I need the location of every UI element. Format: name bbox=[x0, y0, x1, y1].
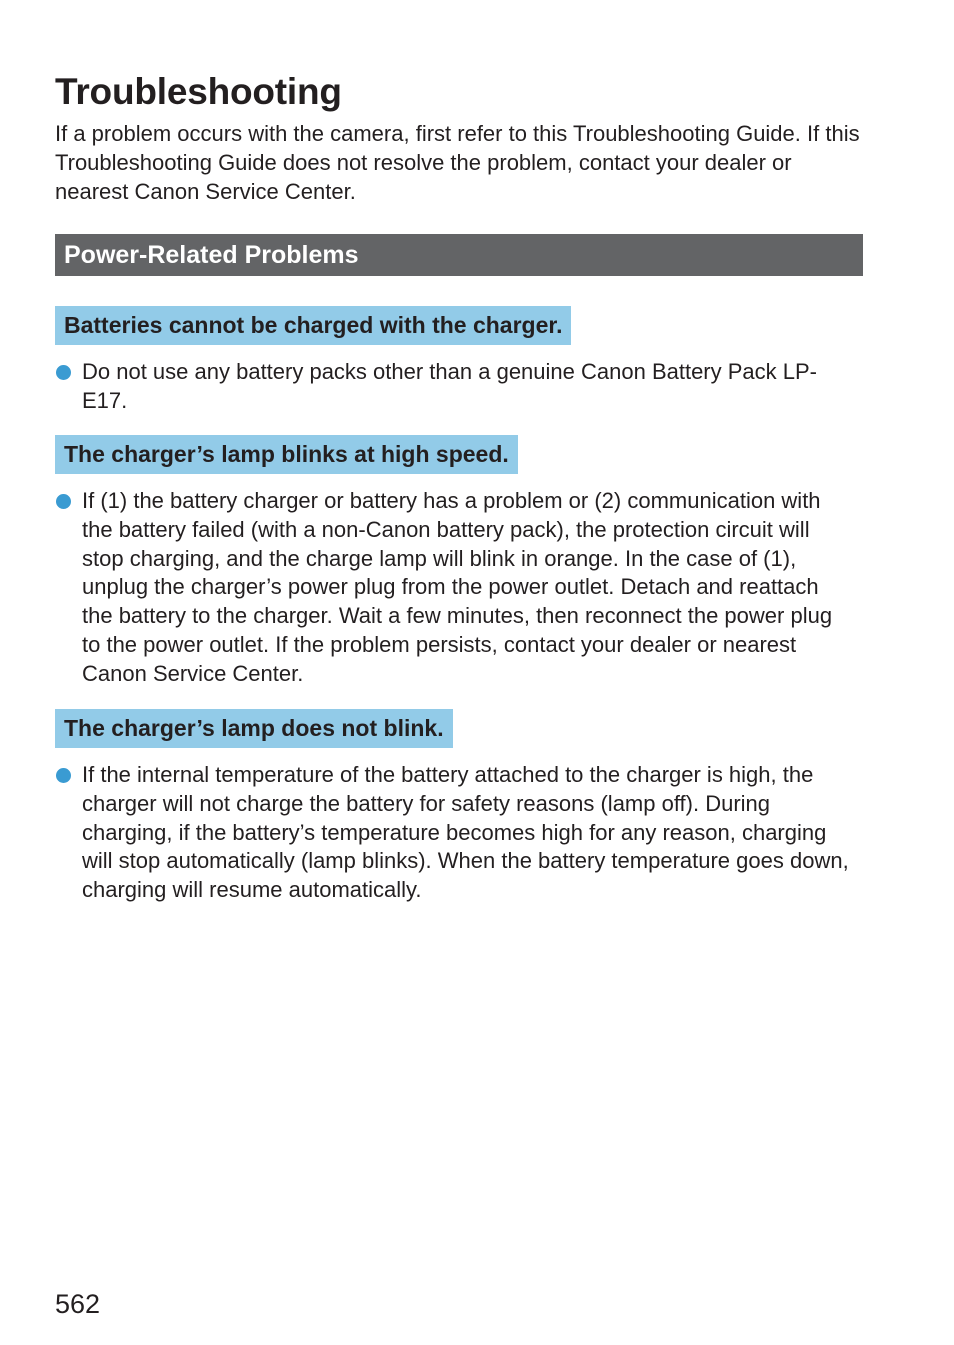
bullet-text: Do not use any battery packs other than a genuine Canon Battery Pack LP-E17. bbox=[82, 359, 818, 413]
page-title: Troubleshooting bbox=[55, 71, 342, 112]
subsection-heading-lamp-blinks-high-speed: The charger’s lamp blinks at high speed. bbox=[55, 435, 518, 474]
subsection-heading-batteries-cannot-be-charged: Batteries cannot be charged with the charger. bbox=[55, 306, 571, 345]
intro-paragraph: If a problem occurs with the camera, first refer to this Troubleshooting Guide. If this Troubleshooting Guide does not resolve the problem, contact your dealer or nearest Canon Service Center. bbox=[55, 121, 860, 204]
subsection-heading-lamp-does-not-blink: The charger’s lamp does not blink. bbox=[55, 709, 453, 748]
section-header-power-related-problems: Power-Related Problems bbox=[55, 234, 863, 276]
bullet-text: If (1) the battery charger or battery has a problem or (2) communication with the battery failed (with a non-Canon battery pack), the protection circuit will stop charging, and the charge lamp will blink in orange. In the case of (1), unplug the charger’s power plug from the power outlet. Detach and reattach the battery to the charger. Wait a few minutes, then reconnect the power plug to the power outlet. If the problem persists, contact your dealer or nearest Canon Service Center. bbox=[82, 488, 833, 686]
bullet-dot-icon bbox=[56, 365, 71, 380]
bullet-dot-icon bbox=[56, 494, 71, 509]
list-item bbox=[55, 358, 855, 416]
list-item bbox=[55, 761, 855, 905]
list-item bbox=[55, 487, 855, 689]
bullet-text: If the internal temperature of the battery attached to the charger is high, the charger will not charge the battery for safety reasons (lamp off). During charging, if the battery’s temperature becomes high for any reason, charging will stop automatically (lamp blinks). When the battery temperature goes down, charging will resume automatically. bbox=[82, 762, 849, 903]
bullet-dot-icon bbox=[56, 768, 71, 783]
page-number: 562 bbox=[55, 1289, 101, 1319]
